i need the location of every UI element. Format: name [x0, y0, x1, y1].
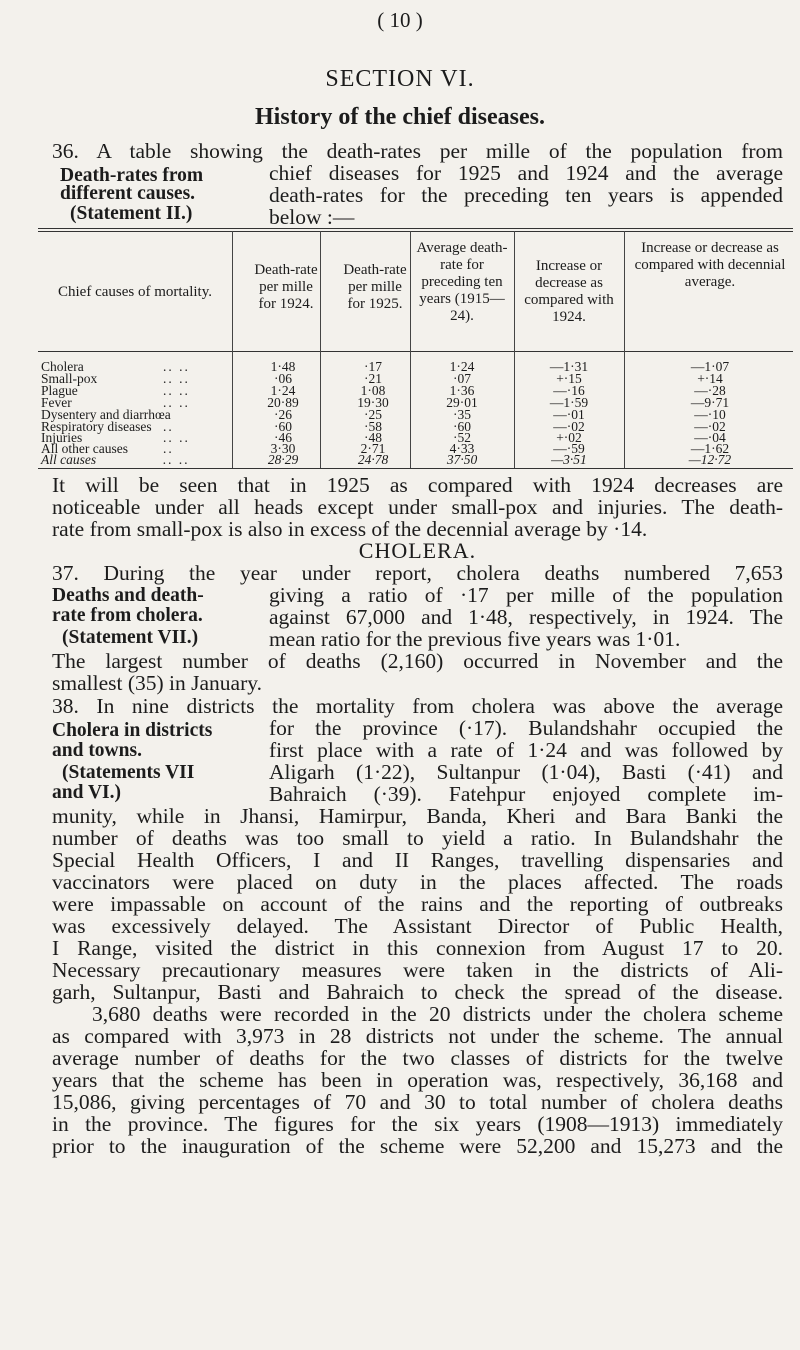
average-cell: ·35 — [453, 407, 471, 422]
table-col-rule-4 — [514, 231, 515, 468]
para37-block — [52, 584, 783, 650]
rate-1924-cell: 28·29 — [267, 452, 299, 467]
margin-note-36-2: different causes. — [60, 183, 196, 204]
vsavg-cell: +·14 — [697, 371, 723, 386]
para37-line-5: The largest number of deaths (2,160) occurred in November and the — [52, 649, 783, 673]
margin-note-38-4: and VI.) — [52, 782, 122, 803]
cause-cell: Injuries — [41, 430, 83, 445]
table-top-rule — [38, 228, 793, 229]
para36-line-1: 36. A table showing the death-rates per mille of the population from — [52, 139, 783, 163]
vs1924-cell: +·02 — [556, 430, 582, 445]
vsavg-cell: —·02 — [694, 419, 726, 434]
table-col-rule-1 — [232, 231, 233, 468]
leader-dots: .. .. — [163, 452, 190, 467]
para-scheme-line-2: as compared with 3,973 in 28 districts not under the scheme. The annual — [52, 1024, 783, 1048]
para36-line-2: chief diseases for 1925 and 1924 and the average — [269, 161, 783, 185]
leader-dots: .. .. — [163, 371, 190, 386]
average-cell: 37·50 — [446, 452, 478, 467]
rate-1924-cell: ·46 — [274, 430, 292, 445]
rate-1925-cell: 2·71 — [360, 441, 386, 456]
para38-line-6: munity, while in Jhansi, Hamirpur, Banda, Kheri and Bara Banki the — [52, 804, 783, 828]
average-cell: 4·33 — [449, 441, 475, 456]
cause-cell: Plague — [41, 383, 78, 398]
margin-note-37-3: (Statement VII.) — [62, 627, 199, 648]
vs1924-cell: —1·59 — [549, 395, 589, 410]
para37-line-2: giving a ratio of ·17 per mille of the population — [269, 583, 783, 607]
leader-dots: .. — [163, 441, 174, 456]
cause-cell: All causes — [41, 452, 97, 467]
rate-1925-cell: ·25 — [364, 407, 382, 422]
para38-line-11: was excessively delayed. The Assistant Director of Public Health, — [52, 914, 783, 938]
average-cell: 1·36 — [449, 383, 475, 398]
vsavg-cell: —1·07 — [690, 359, 730, 374]
table-header-cause: Chief causes of mortality. — [58, 284, 212, 300]
para37-line-4: mean ratio for the previous five years was 1·01. — [269, 627, 681, 651]
cause-cell: Cholera — [41, 359, 84, 374]
body-flow — [52, 496, 783, 1157]
rate-1925-cell: 1·08 — [360, 383, 386, 398]
leader-dots: .. — [163, 419, 174, 434]
table-header-rule — [38, 351, 793, 352]
table-col-rule-5 — [624, 231, 625, 468]
table-row — [41, 452, 190, 467]
para-after-table-line-1: It will be seen that in 1925 as compared with 1924 decreases are — [52, 473, 783, 497]
table-top-rule-2 — [38, 231, 793, 232]
rate-1925-cell: 19·30 — [357, 395, 389, 410]
rate-1925-cell: 24·78 — [357, 452, 389, 467]
vs1924-cell: —·01 — [553, 407, 585, 422]
cholera-heading: CHOLERA. — [358, 538, 477, 563]
rate-1925-cell: ·21 — [364, 371, 382, 386]
average-cell: 1·24 — [449, 359, 475, 374]
para-after-table-line-2: noticeable under all heads except under small-pox and injuries. The death- — [52, 495, 783, 519]
para-scheme-line-4: years that the scheme has been in operation was, respectively, 36,168 and — [52, 1068, 783, 1092]
vsavg-cell: —·28 — [694, 383, 726, 398]
rate-1925-cell: ·48 — [364, 430, 382, 445]
average-cell: ·60 — [453, 419, 471, 434]
para37-line-1: 37. During the year under report, cholera deaths numbered 7,653 — [52, 561, 783, 585]
margin-note-37-2: rate from cholera. — [52, 605, 203, 626]
section-heading: SECTION VI. — [325, 66, 475, 92]
para-scheme-line-7: prior to the inauguration of the scheme were 52,200 and 15,273 and the — [52, 1134, 783, 1158]
margin-note-37-1: Deaths and death- — [52, 585, 204, 606]
cause-cell: All other causes — [41, 441, 128, 456]
para38-line-8: Special Health Officers, I and II Ranges, travelling dispensaries and — [52, 848, 783, 872]
page-number: ( 10 ) — [377, 8, 423, 32]
average-cell: ·07 — [453, 371, 471, 386]
rate-1924-cell: 3·30 — [270, 441, 296, 456]
margin-note-36-3: (Statement II.) — [70, 203, 193, 224]
para-scheme-line-3: average number of deaths for the two classes of districts for the twelve — [52, 1046, 783, 1070]
vs1924-cell: —1·31 — [549, 359, 589, 374]
cause-cell: Respiratory diseases — [41, 419, 152, 434]
rate-1924-cell: 20·89 — [267, 395, 299, 410]
para37-line-3: against 67,000 and 1·48, respectively, in 1924. The — [269, 605, 783, 629]
margin-note-38-1: Cholera in districts — [52, 720, 213, 741]
para36-line-3: death-rates for the preceding ten years is appended — [269, 183, 783, 207]
vsavg-cell: —·04 — [694, 430, 726, 445]
table-header-1925: Death-rate per mille for 1925. — [343, 262, 407, 312]
vs1924-cell: —·16 — [553, 383, 585, 398]
average-cell: 29·01 — [446, 395, 478, 410]
rate-1924-cell: ·60 — [274, 419, 292, 434]
rate-1924-cell: 1·24 — [270, 383, 296, 398]
vsavg-cell: —·10 — [694, 407, 726, 422]
leader-dots: .. .. — [163, 383, 190, 398]
para-scheme-line-6: in the province. The figures for the six years (1908—1913) immediately — [52, 1112, 783, 1136]
leader-dots: .. .. — [163, 395, 190, 410]
vs1924-cell: —·59 — [553, 441, 585, 456]
vs1924-cell: —·02 — [553, 419, 585, 434]
para38-line-1: 38. In nine districts the mortality from cholera was above the average — [52, 694, 783, 718]
cause-cell: Fever — [41, 395, 72, 410]
vsavg-cell: —9·71 — [690, 395, 730, 410]
para38-line-10: were impassable on account of the rains and the reporting of outbreaks — [52, 892, 783, 916]
table-col-rule-3 — [410, 231, 411, 468]
para38-line-7: number of deaths was too small to yield a ratio. In Bulandshahr the — [52, 826, 783, 850]
section-title: History of the chief diseases. — [255, 104, 545, 130]
rate-1924-cell: ·06 — [274, 371, 292, 386]
para37-line-6: smallest (35) in January. — [52, 671, 262, 695]
para-scheme-line-1: 3,680 deaths were recorded in the 20 districts under the cholera scheme — [92, 1002, 783, 1026]
cause-cell: Dysentery and diarrhœa — [41, 407, 171, 422]
average-cell: ·52 — [453, 430, 471, 445]
para-scheme-line-5: 15,086, giving percentages of 70 and 30 to total number of cholera deaths — [52, 1090, 783, 1114]
para38-block — [52, 717, 783, 805]
para38-line-12: I Range, visited the district in this connexion from August 17 to 20. — [52, 936, 783, 960]
para38-line-13: Necessary precautionary measures were taken in the districts of Ali- — [52, 958, 783, 982]
table-header-vs1924: Increase or decrease as compared with 1924. — [524, 258, 614, 325]
para38-line-3: first place with a rate of 1·24 and was followed by — [269, 738, 783, 762]
vs1924-cell: +·15 — [556, 371, 582, 386]
leader-dots: .. .. — [163, 359, 190, 374]
para-after-table-line-3: rate from small-pox is also in excess of the decennial average by ·14. — [52, 517, 648, 541]
para38-line-14: garh, Sultanpur, Basti and Bahraich to check the spread of the disease. — [52, 980, 783, 1004]
table-col-rule-2 — [320, 231, 321, 468]
table-header-vsavg: Increase or decrease as compared with decennial average. — [634, 240, 786, 290]
cause-cell: Small-pox — [41, 371, 98, 386]
rate-1925-cell: ·58 — [364, 419, 382, 434]
vsavg-cell: —12·72 — [688, 452, 732, 467]
rate-1924-cell: ·26 — [274, 407, 292, 422]
para38-line-4: Aligarh (1·22), Sultanpur (1·04), Basti (·41) and — [269, 760, 783, 784]
leader-dots: .. .. — [163, 430, 190, 445]
para38-line-2: for the province (·17). Bulandshahr occupied the — [269, 716, 783, 740]
table-header-1924: Death-rate per mille for 1924. — [254, 262, 318, 312]
vs1924-cell: —3·51 — [551, 452, 587, 467]
rate-1925-cell: ·17 — [364, 359, 382, 374]
para38-line-9: vaccinators were placed on duty in the places affected. The roads — [52, 870, 783, 894]
rate-1924-cell: 1·48 — [270, 359, 296, 374]
margin-note-38-2: and towns. — [52, 740, 142, 761]
vsavg-cell: —1·62 — [690, 441, 730, 456]
margin-note-36-1: Death-rates from — [60, 165, 204, 186]
table-bottom-rule — [38, 468, 793, 469]
table-header-average: Average death-rate for preceding ten years (1915—24). — [416, 240, 508, 324]
para38-line-5: Bahraich (·39). Fatehpur enjoyed complete im- — [269, 782, 783, 806]
para36-line-4: below :— — [269, 205, 355, 229]
margin-note-38-3: (Statements VII — [62, 762, 195, 783]
